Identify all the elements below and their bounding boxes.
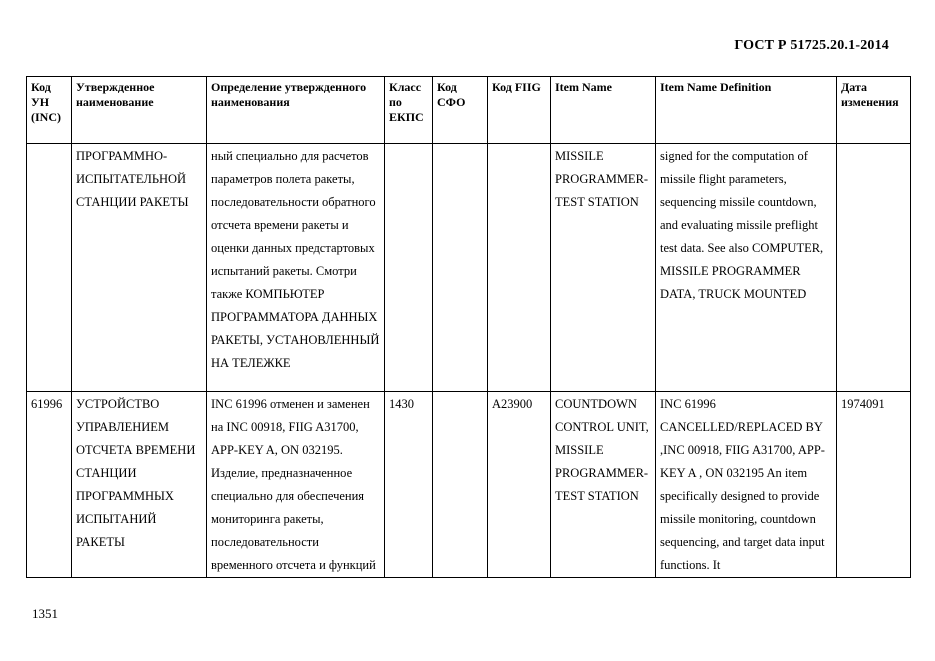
table-header-row <box>27 77 911 144</box>
col-header-name: Утвержденное наименование <box>72 77 207 144</box>
cell-definition: ный специально для расчетов параметров полета ракеты, последовательности обратного отсчета времени ракеты и оценки данных предстартовых испытаний ракеты. Смотри также КОМПЬЮТЕР ПРОГРАММАТОРА ДАННЫХ РАКЕТЫ, УСТАНОВЛЕННЫЙ НА ТЕЛЕЖКЕ <box>207 144 385 392</box>
cell-date: 1974091 <box>837 392 911 578</box>
cell-definition: INC 61996 отменен и заменен на INC 00918, FIIG A31700, APP-KEY A, ON 032195. Изделие, предназначенное специально для обеспечения мониторинга ракеты, последовательности временного отсчета и функций <box>207 392 385 578</box>
document-code: ГОСТ Р 51725.20.1-2014 <box>734 38 889 53</box>
cell-sfo <box>433 144 488 392</box>
cell-sfo <box>433 392 488 578</box>
cell-name: ПРОГРАММНО-ИСПЫТАТЕЛЬНОЙ СТАНЦИИ РАКЕТЫ <box>72 144 207 392</box>
col-header-item-definition: Item Name Definition <box>656 77 837 144</box>
table-row <box>27 392 911 578</box>
cell-item-name: COUNTDOWN CONTROL UNIT, MISSILE PROGRAMMER-TEST STATION <box>551 392 656 578</box>
cell-name: УСТРОЙСТВО УПРАВЛЕНИЕМ ОТСЧЕТА ВРЕМЕНИ СТАНЦИИ ПРОГРАММНЫХ ИСПЫТАНИЙ РАКЕТЫ <box>72 392 207 578</box>
col-header-sfo: Код СФО <box>433 77 488 144</box>
cell-fiig: A23900 <box>488 392 551 578</box>
cell-item-definition: INC 61996 CANCELLED/REPLACED BY ,INC 00918, FIIG A31700, APP-KEY A , ON 032195 An item specifically designed to provide missile monitoring, countdown sequencing, and target data input functions. It <box>656 392 837 578</box>
col-header-definition: Определение утвержденного наименования <box>207 77 385 144</box>
cell-ekps <box>385 144 433 392</box>
cell-fiig <box>488 144 551 392</box>
cell-inc: 61996 <box>27 392 72 578</box>
col-header-fiig: Код FIIG <box>488 77 551 144</box>
col-header-ekps: Класс по ЕКПС <box>385 77 433 144</box>
cell-item-definition: signed for the computation of missile flight parameters, sequencing missile countdown, and evaluating missile preflight test data. See also COMPUTER, MISSILE PROGRAMMER DATA, TRUCK MOUNTED <box>656 144 837 392</box>
cell-date <box>837 144 911 392</box>
cell-inc <box>27 144 72 392</box>
page-number: 1351 <box>32 606 58 621</box>
table-row <box>27 144 911 392</box>
col-header-item-name: Item Name <box>551 77 656 144</box>
col-header-date: Дата изменения <box>837 77 911 144</box>
cell-ekps: 1430 <box>385 392 433 578</box>
standard-table <box>26 76 911 578</box>
cell-item-name: MISSILE PROGRAMMER-TEST STATION <box>551 144 656 392</box>
col-header-inc: Код УН (INC) <box>27 77 72 144</box>
